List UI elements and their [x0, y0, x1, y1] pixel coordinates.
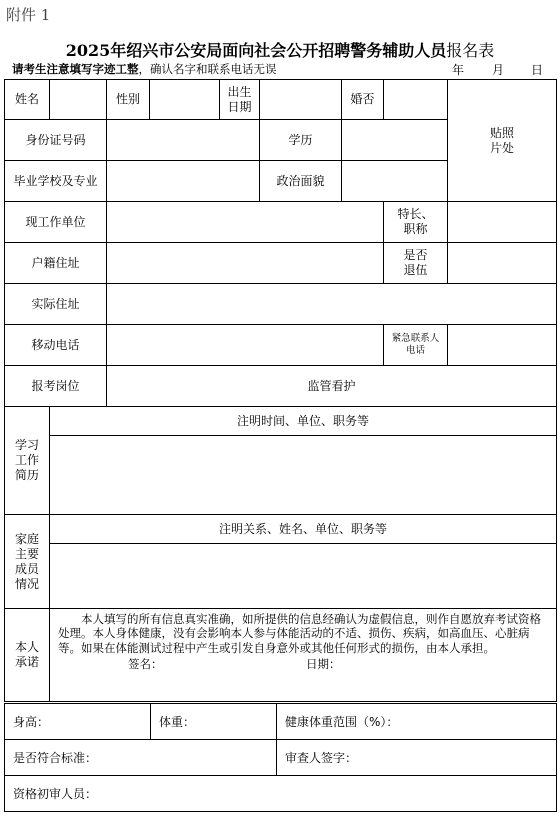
specialty-label-line2: 职称	[403, 222, 428, 236]
specialty-field[interactable]	[448, 202, 557, 243]
initial-reviewer-field[interactable]: 资格初审人员：	[5, 776, 557, 812]
family-label	[5, 515, 50, 609]
veteran-label-line1: 是否	[403, 248, 428, 262]
title-tail: 报名表	[446, 41, 495, 60]
veteran-label-line2: 退伍	[403, 263, 428, 277]
emergency-label	[384, 325, 448, 366]
address-field[interactable]	[107, 284, 557, 325]
id-number-label: 身份证号码	[5, 120, 107, 161]
review-table-2	[4, 739, 557, 812]
weight-field[interactable]: 体重：	[151, 704, 277, 740]
emergency-label-line2: 电话	[405, 345, 425, 356]
resume-label-line2: 工作	[14, 453, 39, 467]
household-label: 户籍住址	[5, 243, 107, 284]
veteran-field[interactable]	[448, 243, 557, 284]
id-number-field[interactable]	[107, 120, 260, 161]
specialty-label-line1: 特长、	[397, 207, 434, 221]
resume-hint: 注明时间、单位、职务等	[50, 407, 557, 436]
education-label: 学历	[260, 120, 342, 161]
birth-label-line1: 出生	[227, 84, 252, 99]
political-field[interactable]	[342, 161, 448, 202]
photo-label-line2: 片处	[489, 141, 514, 155]
political-label: 政治面貌	[260, 161, 342, 202]
birth-date-field[interactable]	[260, 80, 342, 120]
education-field[interactable]	[342, 120, 448, 161]
promise-label-line1: 本人	[14, 640, 39, 654]
school-major-field[interactable]	[107, 161, 260, 202]
instruction-note	[12, 61, 277, 77]
photo-area[interactable]	[448, 80, 557, 202]
birth-date-label	[220, 80, 260, 120]
gender-label: 性别	[107, 80, 150, 120]
signature-row	[58, 657, 550, 673]
title-year: 2025	[65, 41, 111, 60]
resume-field[interactable]	[50, 436, 557, 515]
signature-label[interactable]: 签名：	[128, 657, 163, 672]
school-major-label: 毕业学校及专业	[5, 161, 107, 202]
mobile-label: 移动电话	[5, 325, 107, 366]
resume-label-line3: 简历	[14, 468, 39, 482]
attachment-label: 附件 1	[6, 6, 51, 24]
household-field[interactable]	[107, 243, 384, 284]
mobile-field[interactable]	[107, 325, 384, 366]
reviewer-sign-field[interactable]: 审查人签字：	[277, 740, 557, 776]
height-field[interactable]: 身高：	[5, 704, 151, 740]
family-hint: 注明关系、姓名、单位、职务等	[50, 515, 557, 544]
birth-label-line2: 日期	[227, 99, 252, 114]
position-value: 监管看护	[107, 366, 557, 407]
employer-label: 现工作单位	[5, 202, 107, 243]
resume-label	[5, 407, 50, 515]
family-label-line3: 成员	[14, 561, 39, 576]
name-label: 姓名	[5, 80, 50, 120]
promise-text: 本人填写的所有信息真实准确，如所提供的信息经确认为虚假信息，则作自愿放弃考试资格处理。本人身体健康，没有会影响本人参与体能活动的不适、损伤、疾病，如高血压、心脏病等。如果在体能测试过程中产生或引发自身意外或其他任何形式的损伤，由本人承担。	[58, 612, 541, 655]
position-label: 报考岗位	[5, 366, 107, 407]
veteran-label	[384, 243, 448, 284]
note-bold: 请考生注意填写字迹工整	[12, 62, 139, 76]
address-label: 实际住址	[5, 284, 107, 325]
registration-form	[4, 79, 557, 702]
photo-label-line1: 贴照	[489, 126, 514, 140]
family-label-line2: 主要	[14, 546, 39, 561]
family-field[interactable]	[50, 544, 557, 609]
employer-field[interactable]	[107, 202, 384, 243]
promise-label	[5, 609, 50, 702]
emergency-field[interactable]	[448, 325, 557, 366]
page-title	[0, 38, 560, 61]
date-year-label: 年	[452, 63, 465, 77]
family-label-line4: 情况	[14, 576, 39, 591]
date-day-label: 日	[531, 63, 544, 77]
marital-label: 婚否	[342, 80, 384, 120]
title-main: 年绍兴市公安局面向社会公开招聘警务辅助人员	[110, 41, 447, 60]
marital-field[interactable]	[384, 80, 448, 120]
promise-label-line2: 承诺	[14, 655, 39, 669]
meets-standard-field[interactable]: 是否符合标准：	[5, 740, 277, 776]
family-label-line1: 家庭	[14, 531, 39, 546]
review-table	[4, 703, 557, 740]
resume-label-line1: 学习	[14, 438, 39, 452]
specialty-label	[384, 202, 448, 243]
note-rest: ，确认名字和联系电话无误	[138, 62, 277, 76]
bmi-field[interactable]: 健康体重范围（%）：	[277, 704, 557, 740]
date-month-label: 月	[492, 63, 505, 77]
sign-date-label[interactable]: 日期：	[306, 657, 341, 672]
name-field[interactable]	[50, 80, 107, 120]
emergency-label-line1: 紧急联系人	[391, 333, 440, 345]
promise-section	[50, 609, 557, 702]
gender-field[interactable]	[150, 80, 220, 120]
